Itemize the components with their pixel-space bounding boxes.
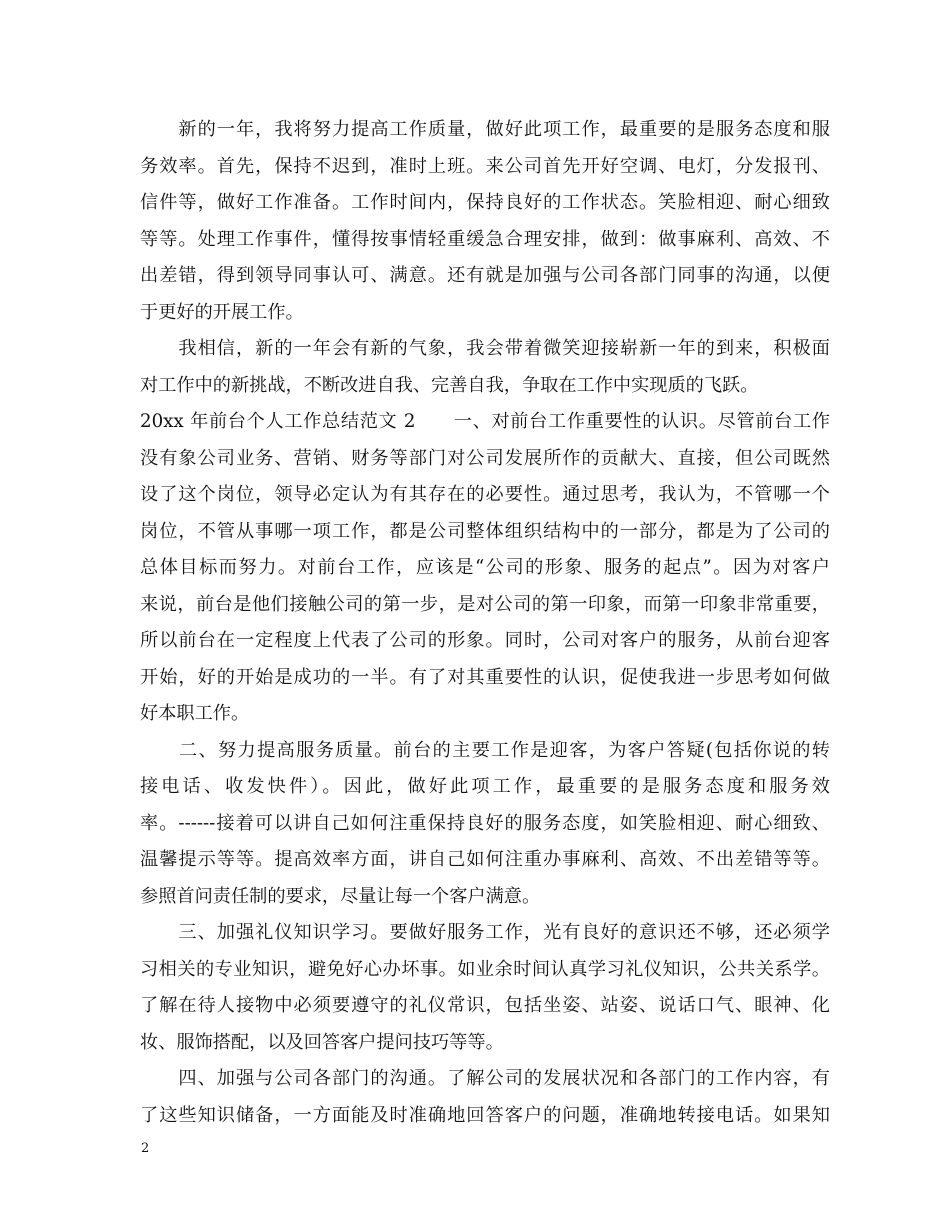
text-line: 开始，好的开始是成功的一半。有了对其重要性的认识，促使我进一步思考如何做 xyxy=(140,666,830,688)
page-number: 2 xyxy=(141,1141,150,1156)
text-line: 来说，前台是他们接触公司的第一步，是对公司的第一印象，而第一印象非常重要， xyxy=(140,593,830,615)
text-line: 三、加强礼仪知识学习。要做好服务工作，光有良好的意识还不够，还必须学 xyxy=(140,922,830,943)
text-line: 二、努力提高服务质量。前台的主要工作是迎客，为客户答疑(包括你说的转 xyxy=(140,739,830,761)
text-line: 信件等，做好工作准备。工作时间内，保持良好的工作状态。笑脸相迎、耐心细致 xyxy=(140,192,830,213)
paragraph-3 xyxy=(140,404,830,733)
text-line: 接电话、收发快件）。因此，做好此项工作，最重要的是服务态度和服务效 xyxy=(140,776,830,797)
text-line: 四、加强与公司各部门的沟通。了解公司的发展状况和各部门的工作内容，有 xyxy=(140,1068,830,1089)
text-line: 总体目标而努力。对前台工作，应该是“公司的形象、服务的起点”。因为对客户 xyxy=(140,557,830,578)
paragraph-6 xyxy=(140,1061,830,1134)
text-line: 设了这个岗位，领导必定认为有其存在的必要性。通过思考，我认为，不管哪一个 xyxy=(140,484,830,505)
text-line: 等等。处理工作事件，懂得按事情轻重缓急合理安排，做到：做事麻利、高效、不 xyxy=(140,228,830,250)
text-line: 好本职工作。 xyxy=(140,703,250,724)
document-body xyxy=(140,112,830,1134)
text-line: 率。------接着可以讲自己如何注重保持良好的服务态度，如笑脸相迎、耐心细致、 xyxy=(140,812,830,834)
text-line: 妆、服饰搭配，以及回答客户提问技巧等等。 xyxy=(140,1031,504,1053)
paragraph-1 xyxy=(140,112,830,331)
text-line: 务效率。首先，保持不迟到，准时上班。来公司首先开好空调、电灯，分发报刊、 xyxy=(140,155,830,177)
text-line: 了解在待人接物中必须要遵守的礼仪常识，包括坐姿、站姿、说话口气、眼神、化 xyxy=(140,995,830,1016)
text-line: 所以前台在一定程度上代表了公司的形象。同时，公司对客户的服务，从前台迎客 xyxy=(140,630,830,651)
text-line: 20xx 年前台个人工作总结范文 2 一、对前台工作重要性的认识。尽管前台工作 xyxy=(140,411,830,432)
paragraph-5 xyxy=(140,915,830,1061)
text-line: 于更好的开展工作。 xyxy=(140,301,304,323)
text-line: 新的一年，我将努力提高工作质量，做好此项工作，最重要的是服务态度和服 xyxy=(140,119,830,140)
text-line: 参照首问责任制的要求，尽量让每一个客户满意。 xyxy=(140,885,541,907)
text-line: 了这些知识储备，一方面能及时准确地回答客户的问题，准确地转接电话。如果知 xyxy=(140,1104,830,1126)
text-line: 没有象公司业务、营销、财务等部门对公司发展所作的贡献大、直接，但公司既然 xyxy=(140,447,830,469)
text-line: 出差错，得到领导同事认可、满意。还有就是加强与公司各部门同事的沟通，以便 xyxy=(140,265,830,286)
text-line: 岗位，不管从事哪一项工作，都是公司整体组织结构中的一部分，都是为了公司的 xyxy=(140,520,830,542)
paragraph-2 xyxy=(140,331,830,404)
text-line: 温馨提示等等。提高效率方面，讲自己如何注重办事麻利、高效、不出差错等等。 xyxy=(140,849,830,870)
paragraph-4 xyxy=(140,733,830,916)
text-line: 我相信，新的一年会有新的气象，我会带着微笑迎接崭新一年的到来，积极面 xyxy=(140,338,830,359)
text-line: 习相关的专业知识，避免好心办坏事。如业余时间认真学习礼仪知识，公共关系学。 xyxy=(140,958,830,980)
text-line: 对工作中的新挑战，不断改进自我、完善自我，争取在工作中实现质的飞跃。 xyxy=(140,374,759,396)
